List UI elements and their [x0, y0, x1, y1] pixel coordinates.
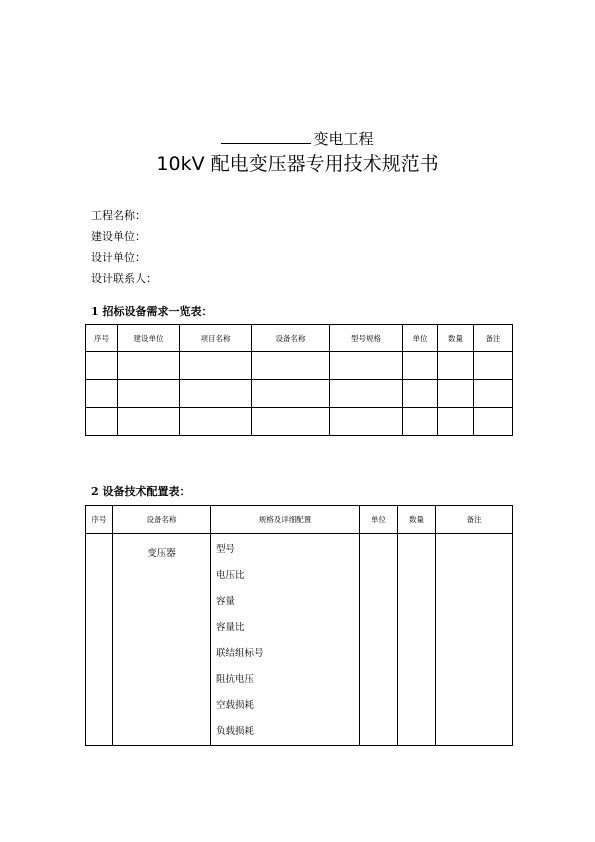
- table-header-row: [86, 325, 513, 352]
- table-cell: [438, 352, 474, 380]
- table-cell: [474, 352, 513, 380]
- info-design-contact: 设计联系人：: [91, 272, 157, 285]
- table-cell: [252, 408, 330, 436]
- table-cell: [118, 408, 180, 436]
- spec-item: 空载损耗: [216, 700, 255, 711]
- document-title: 10kV 配电变压器专用技术规范书: [156, 153, 439, 175]
- spec-item: 型号: [216, 544, 236, 555]
- spec-item: 电压比: [216, 570, 245, 581]
- table-cell: [403, 408, 438, 436]
- table-row: [86, 352, 513, 380]
- table-cell: [330, 408, 403, 436]
- table-cell: [438, 380, 474, 408]
- column-header: 建设单位: [118, 325, 180, 352]
- equipment-demand-table: [85, 324, 513, 436]
- table-row: [86, 408, 513, 436]
- table-cell: [252, 380, 330, 408]
- column-header: 序号: [86, 325, 118, 352]
- table-cell: [180, 408, 252, 436]
- table-cell: [403, 380, 438, 408]
- table-cell: [403, 352, 438, 380]
- table-cell: [86, 534, 113, 746]
- section1-heading: 1 招标设备需求一览表：: [91, 305, 213, 318]
- table-row: [86, 534, 513, 746]
- spec-item: 阻抗电压: [216, 674, 255, 685]
- table-cell: [86, 408, 118, 436]
- table-cell: [398, 534, 436, 746]
- table-cell: [436, 534, 513, 746]
- technical-config-table: [85, 505, 513, 746]
- table-cell: [360, 534, 398, 746]
- table-cell: [180, 380, 252, 408]
- column-header: 备注: [436, 506, 513, 534]
- column-header: 型号规格: [330, 325, 403, 352]
- spec-cell: [211, 534, 360, 746]
- column-header: 单位: [360, 506, 398, 534]
- table-cell: [86, 380, 118, 408]
- table-cell: [118, 352, 180, 380]
- project-title: 变电工程: [0, 128, 595, 149]
- table-cell: [330, 380, 403, 408]
- column-header: 设备名称: [252, 325, 330, 352]
- column-header: 数量: [398, 506, 436, 534]
- column-header: 单位: [403, 325, 438, 352]
- table-cell: [330, 352, 403, 380]
- info-project-name: 工程名称：: [91, 209, 146, 222]
- table-cell: [252, 352, 330, 380]
- info-construction-unit: 建设单位：: [91, 230, 146, 243]
- table-cell: [180, 352, 252, 380]
- spec-item: 容量: [216, 596, 236, 607]
- column-header: 数量: [438, 325, 474, 352]
- table-cell: [86, 352, 118, 380]
- spec-item: 联结组标号: [216, 648, 264, 659]
- table-cell: [474, 408, 513, 436]
- spec-item: 容量比: [216, 622, 245, 633]
- column-header: 设备名称: [113, 506, 211, 534]
- column-header: 规格及详细配置: [211, 506, 360, 534]
- spec-item: 负载损耗: [216, 726, 255, 737]
- column-header: 序号: [86, 506, 113, 534]
- column-header: 项目名称: [180, 325, 252, 352]
- device-name: 变压器: [147, 548, 176, 559]
- project-name-blank: [221, 129, 311, 144]
- table-cell: [118, 380, 180, 408]
- table-row: [86, 380, 513, 408]
- info-design-unit: 设计单位：: [91, 251, 146, 264]
- section2-heading: 2 设备技术配置表：: [91, 485, 191, 498]
- table-cell: [438, 408, 474, 436]
- column-header: 备注: [474, 325, 513, 352]
- device-name-cell: [113, 534, 211, 746]
- table-header-row: [86, 506, 513, 534]
- table-cell: [474, 380, 513, 408]
